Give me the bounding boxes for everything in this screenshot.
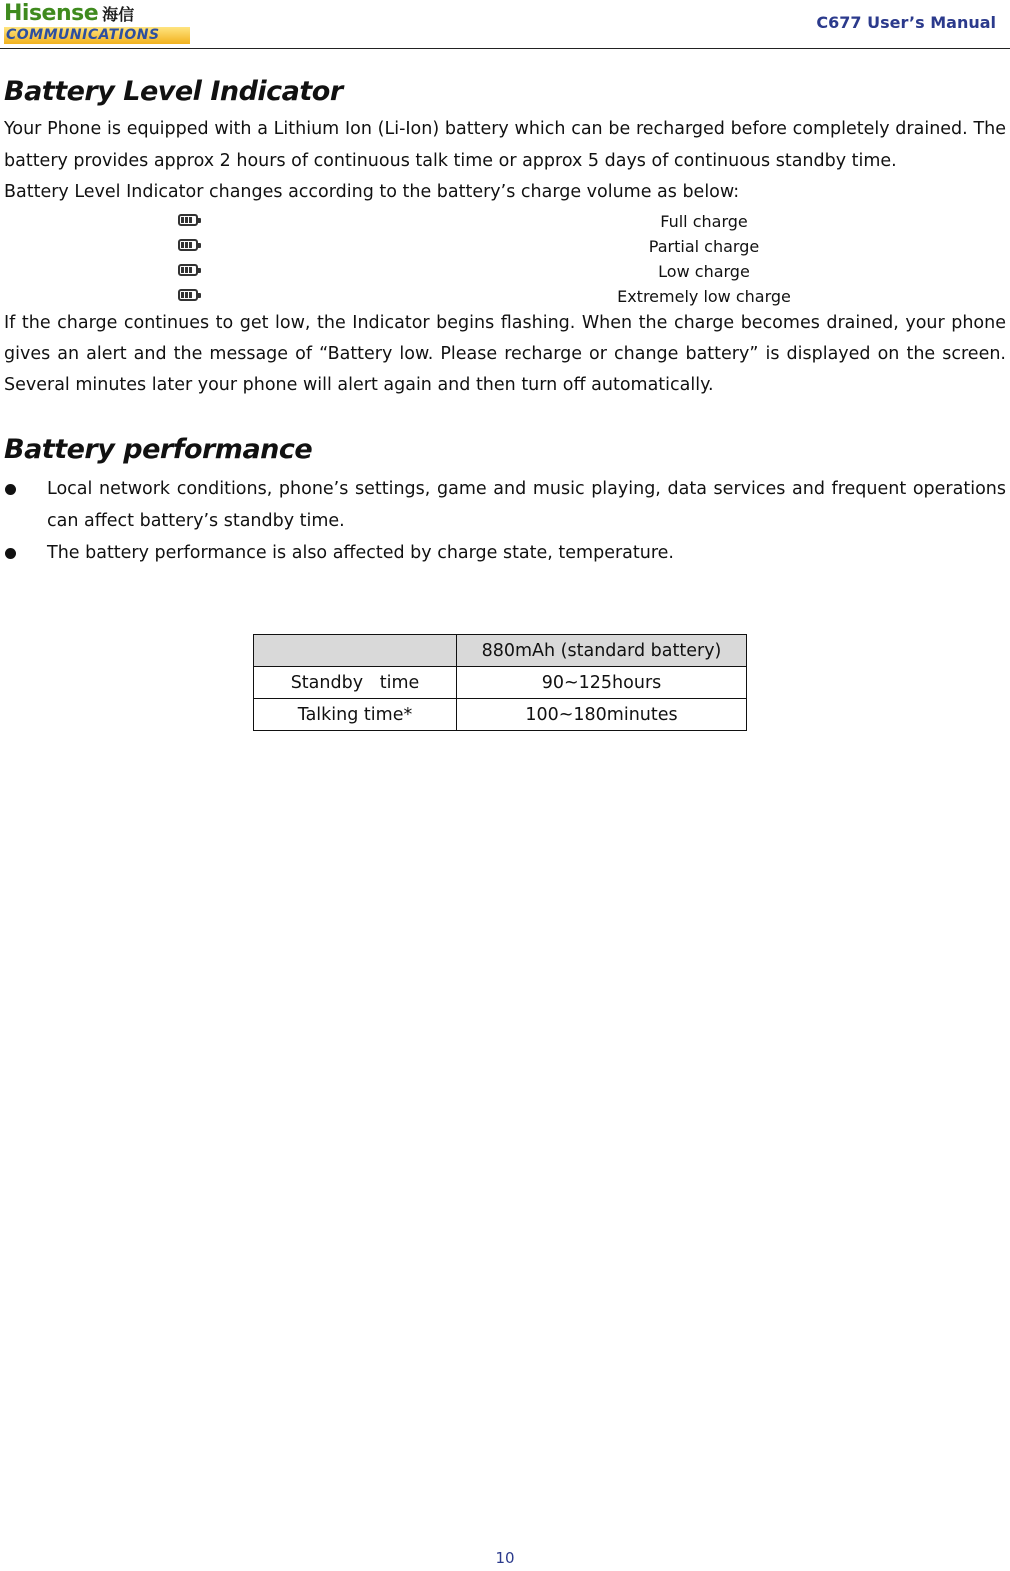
manual-title: C677 User’s Manual [816,13,996,32]
table-cell: 90~125hours [457,667,747,699]
indicator-row-low [4,260,1006,285]
battery-indicator-list [4,208,1006,308]
low-battery-warning-paragraph: If the charge continues to get low, the Indicator begins flashing. When the charge becomes drained, your phone gives an alert and the message of “Battery low. Please recharge or change battery” is displayed on the screen. Several minutes later your phone will alert again and then turn off automatically. [4,313,1006,395]
bullet-text: The battery performance is also affected by charge state, temperature. [47,543,674,563]
indicator-row-partial [4,235,1006,260]
logo-brand-text: Hisense [4,1,99,26]
bullet-dot-icon [5,484,16,495]
logo-chinese-text: 海信 [102,5,135,24]
indicator-label: Full charge [660,212,748,231]
page-header [0,0,1010,50]
battery-intro-paragraph: Your Phone is equipped with a Lithium Ion (Li-Ion) battery which can be recharged before completely drained. The battery provides approx 2 hours of continuous talk time or approx 5 days of continuous standby time. [4,119,1006,171]
battery-full-icon [178,214,198,226]
battery-performance-table [253,634,747,731]
bullet-text: Local network conditions, phone’s settings, game and music playing, data services and frequent operations can affect battery’s standby time. [47,479,1006,531]
section-title-battery-performance: Battery performance [4,434,313,465]
hisense-logo [4,2,194,46]
header-divider [0,48,1010,49]
table-row [254,699,747,731]
page-number: 10 [495,1549,515,1567]
logo-subtitle: COMMUNICATIONS [4,27,190,44]
table-header-cell: 880mAh (standard battery) [457,635,747,667]
table-header-row [254,635,747,667]
table-cell: Talking time* [254,699,457,731]
table-row [254,667,747,699]
bullet-dot-icon [5,548,16,559]
page-content [4,76,1006,569]
indicator-label: Low charge [658,262,750,281]
battery-low-icon [178,264,198,276]
indicator-label: Extremely low charge [617,287,791,306]
indicator-row-full [4,210,1006,235]
table-header-cell-blank [254,635,457,667]
performance-bullet-list [4,473,1006,569]
table-cell: Standby time [254,667,457,699]
section-title-battery-level: Battery Level Indicator [4,76,343,107]
table-cell: 100~180minutes [457,699,747,731]
battery-partial-icon [178,239,198,251]
battery-extremely-low-icon [178,289,198,301]
indicator-row-extremely-low [4,285,1006,310]
list-item [4,537,1006,569]
indicator-lead-paragraph: Battery Level Indicator changes according to the battery’s charge volume as below: [4,182,740,202]
list-item [4,473,1006,537]
indicator-label: Partial charge [648,237,760,256]
